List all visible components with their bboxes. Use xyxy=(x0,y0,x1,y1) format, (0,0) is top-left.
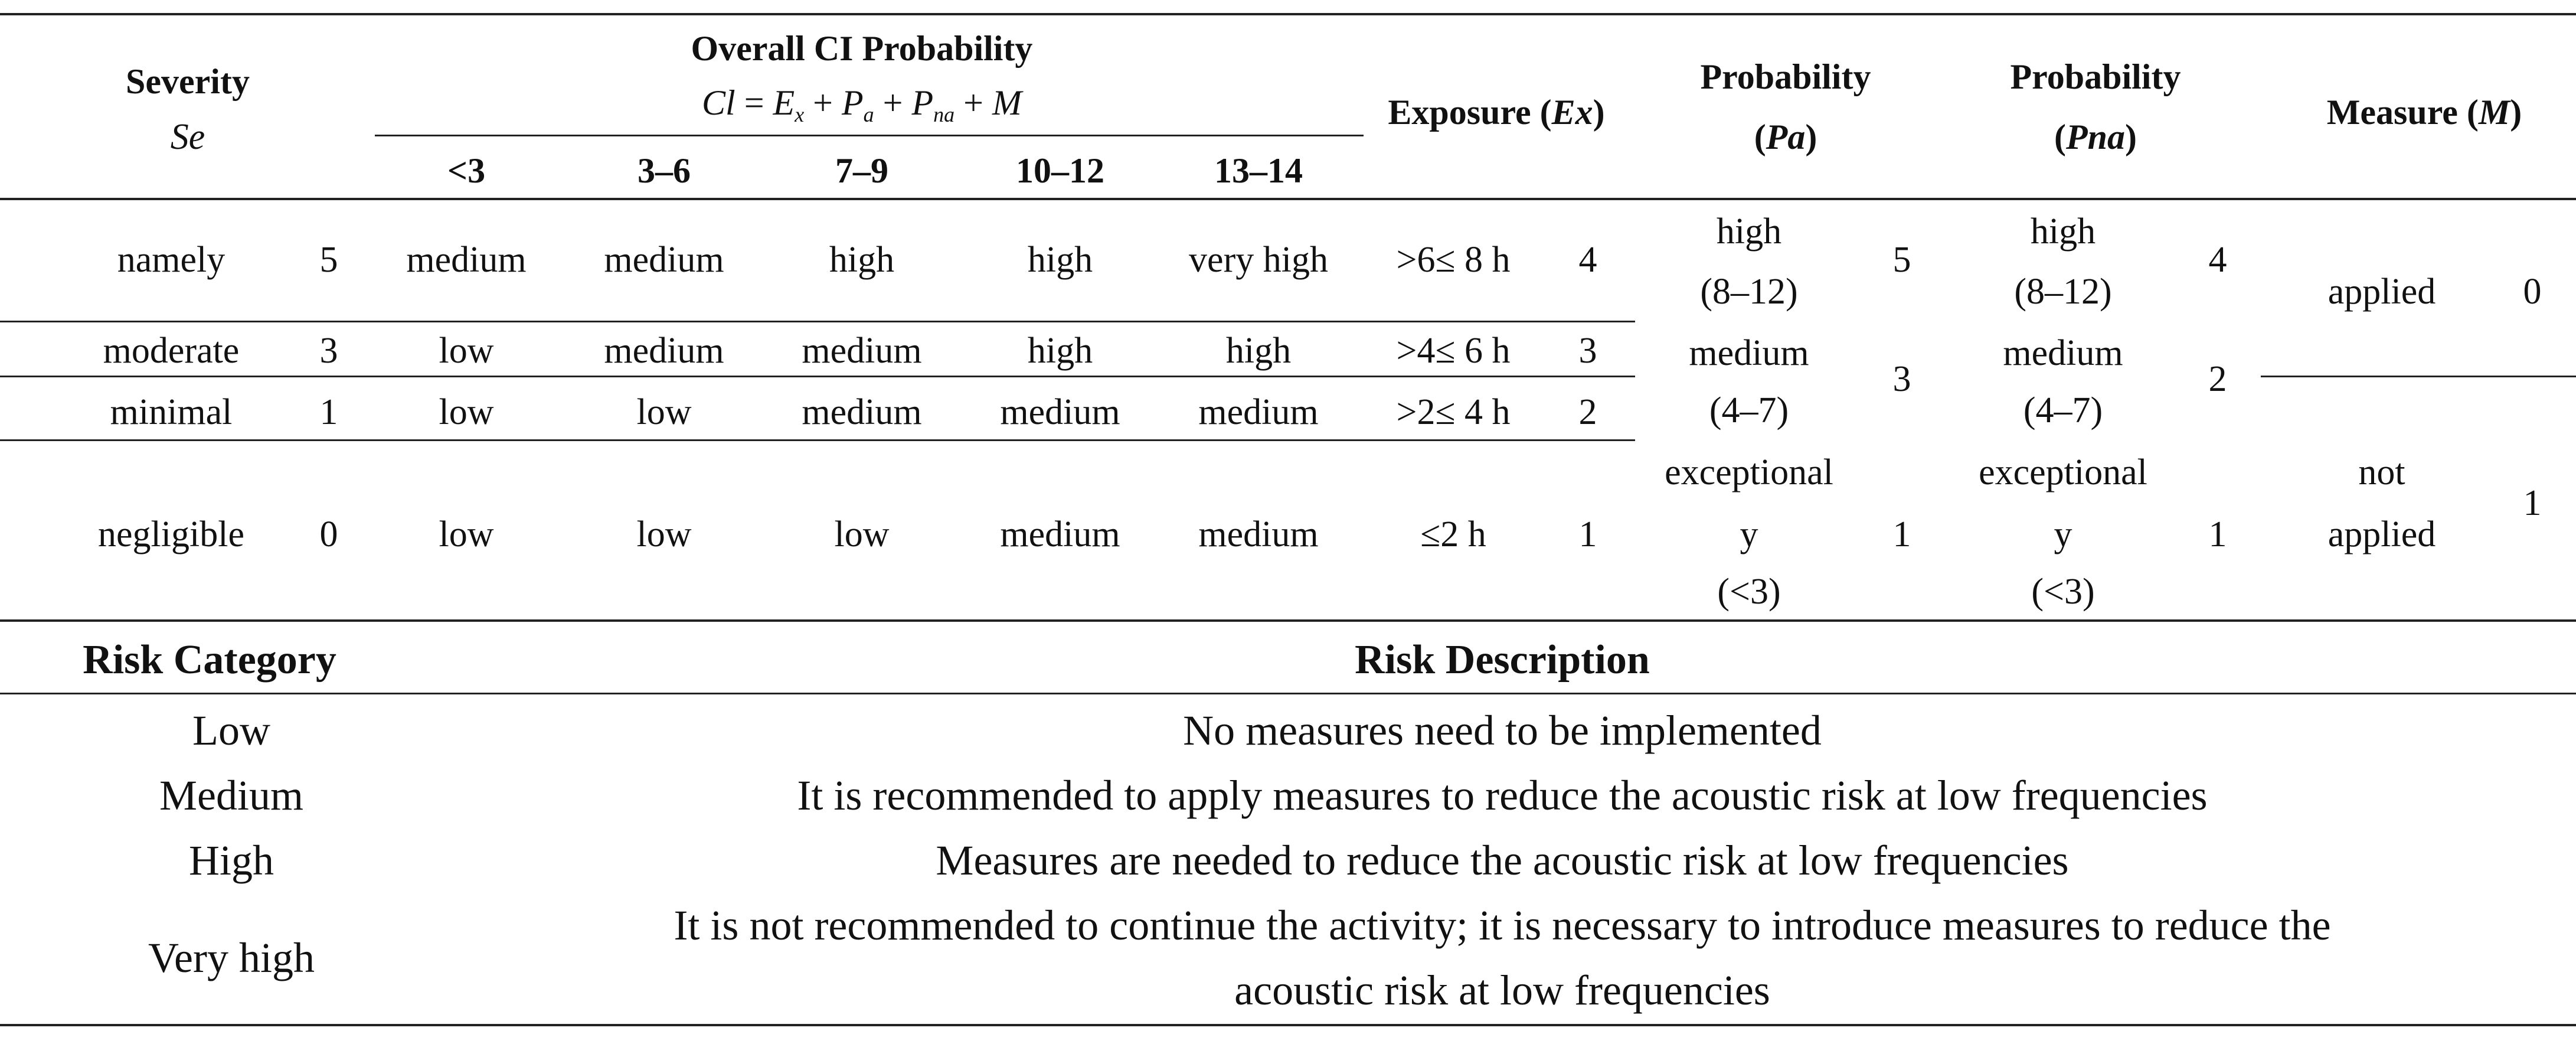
pna-cell-label: (<3) xyxy=(2031,572,2095,612)
ci-cell: low xyxy=(636,514,692,554)
ci-cell: low xyxy=(439,331,494,371)
ci-cell: medium xyxy=(406,240,527,280)
pna-cell-label: (8–12) xyxy=(2014,272,2112,312)
pna-cell-label: (4–7) xyxy=(2023,390,2103,430)
pa-cell-label: high xyxy=(1716,211,1782,252)
pa-value: 5 xyxy=(1892,240,1911,280)
exposure-header: Exposure (Ex) xyxy=(1388,93,1605,132)
pa-cell-label: y xyxy=(1740,514,1758,554)
pna-cell-label: y xyxy=(2054,514,2072,554)
range-header: 3–6 xyxy=(638,151,691,190)
severity-cell: negligible xyxy=(98,514,244,554)
risk-description: It is not recommended to continue the activity; it is necessary to introduce measures to reduce the xyxy=(674,902,2331,949)
risk-category: Very high xyxy=(148,934,315,981)
severity-symbol: Se xyxy=(170,117,205,157)
pa-cell-label: (<3) xyxy=(1717,572,1781,612)
ci-cell: medium xyxy=(1000,514,1120,554)
pna-header: Probability xyxy=(2010,57,2181,96)
measure-value: 0 xyxy=(2523,272,2542,312)
pa-cell-label: exceptional xyxy=(1665,452,1833,492)
pa-cell-label: (8–12) xyxy=(1700,272,1798,312)
pa-header: Probability xyxy=(1700,57,1871,96)
table2-bottom-rule xyxy=(0,1024,2576,1026)
risk-description: No measures need to be implemented xyxy=(1183,707,1822,754)
risk-category: Low xyxy=(192,707,270,754)
ex-value: 3 xyxy=(1578,331,1597,371)
risk-description-header: Risk Description xyxy=(1355,637,1650,683)
ex-value: 2 xyxy=(1578,392,1597,432)
measure-header: Measure (M) xyxy=(2326,93,2522,132)
pna-value: 2 xyxy=(2208,359,2227,399)
pa-value: 3 xyxy=(1892,359,1911,399)
exposure-cell: >6≤ 8 h xyxy=(1396,240,1511,280)
risk-header-rule xyxy=(0,693,2576,694)
row2-rule-right xyxy=(2261,376,2576,377)
range-header: <3 xyxy=(447,151,486,190)
measure-cell-label: applied xyxy=(2327,514,2436,554)
ci-cell: medium xyxy=(604,331,724,371)
overall-ci-header: Overall CI Probability xyxy=(691,29,1033,68)
ci-equation: $Cl = E_x + P_a + P_{na} + M$ xyxy=(701,83,1022,126)
ci-cell: high xyxy=(1225,331,1292,371)
exposure-cell: >2≤ 4 h xyxy=(1396,392,1511,432)
header-bottom-rule xyxy=(0,198,2576,200)
top-rule xyxy=(0,13,2576,15)
exposure-cell: ≤2 h xyxy=(1420,514,1486,554)
severity-cell: minimal xyxy=(110,392,233,432)
severity-cell: moderate xyxy=(103,331,240,371)
pna-cell-label: high xyxy=(2030,211,2096,252)
measure-cell-label: not xyxy=(2358,452,2405,492)
row1-rule xyxy=(0,321,1635,322)
ci-cell: medium xyxy=(1198,514,1319,554)
se-value: 5 xyxy=(319,240,338,280)
risk-description: acoustic risk at low frequencies xyxy=(1234,967,1770,1014)
measure-cell-label: applied xyxy=(2327,272,2436,312)
ci-cell: medium xyxy=(1198,392,1319,432)
ci-cell: high xyxy=(1027,240,1093,280)
ci-cell: low xyxy=(834,514,890,554)
pna-cell-label: exceptional xyxy=(1979,452,2147,492)
ci-cell: medium xyxy=(802,392,922,432)
ex-value: 1 xyxy=(1578,514,1597,554)
row2-rule-left xyxy=(0,376,1635,377)
risk-category-header: Risk Category xyxy=(83,637,336,683)
pa-header-symbol: (Pa) xyxy=(1754,118,1817,156)
range-header: 10–12 xyxy=(1016,151,1104,190)
ci-cell: medium xyxy=(604,240,724,280)
pna-header-symbol: (Pna) xyxy=(2054,118,2137,156)
ex-value: 4 xyxy=(1578,240,1597,280)
table1-bottom-rule xyxy=(0,619,2576,622)
range-header: 13–14 xyxy=(1214,151,1303,190)
pna-value: 1 xyxy=(2208,514,2227,554)
measure-value: 1 xyxy=(2523,483,2542,523)
se-value: 0 xyxy=(319,514,338,554)
range-header: 7–9 xyxy=(835,151,888,190)
se-value: 3 xyxy=(319,331,338,371)
risk-description: Measures are needed to reduce the acoustic risk at low frequencies xyxy=(936,837,2069,884)
ci-cell: low xyxy=(636,392,692,432)
risk-description: It is recommended to apply measures to reduce the acoustic risk at low frequencies xyxy=(797,772,2208,819)
ci-cell: very high xyxy=(1189,240,1328,280)
pa-cell-label: (4–7) xyxy=(1709,390,1789,430)
probability-header-rule xyxy=(375,135,1364,136)
se-value: 1 xyxy=(319,392,338,432)
ci-cell: medium xyxy=(1000,392,1120,432)
severity-cell: namely xyxy=(117,240,225,280)
pna-value: 4 xyxy=(2208,240,2227,280)
risk-category: Medium xyxy=(159,772,303,819)
pa-cell-label: medium xyxy=(1689,333,1809,373)
pna-cell-label: medium xyxy=(2003,333,2123,373)
ci-cell: high xyxy=(1027,331,1093,371)
severity-header: Severity xyxy=(126,62,250,101)
exposure-cell: >4≤ 6 h xyxy=(1396,331,1511,371)
ci-cell: medium xyxy=(802,331,922,371)
ci-cell: low xyxy=(439,514,494,554)
ci-cell: high xyxy=(829,240,895,280)
pa-value: 1 xyxy=(1892,514,1911,554)
ci-cell: low xyxy=(439,392,494,432)
risk-category: High xyxy=(189,837,274,884)
row3-rule xyxy=(0,439,1635,441)
